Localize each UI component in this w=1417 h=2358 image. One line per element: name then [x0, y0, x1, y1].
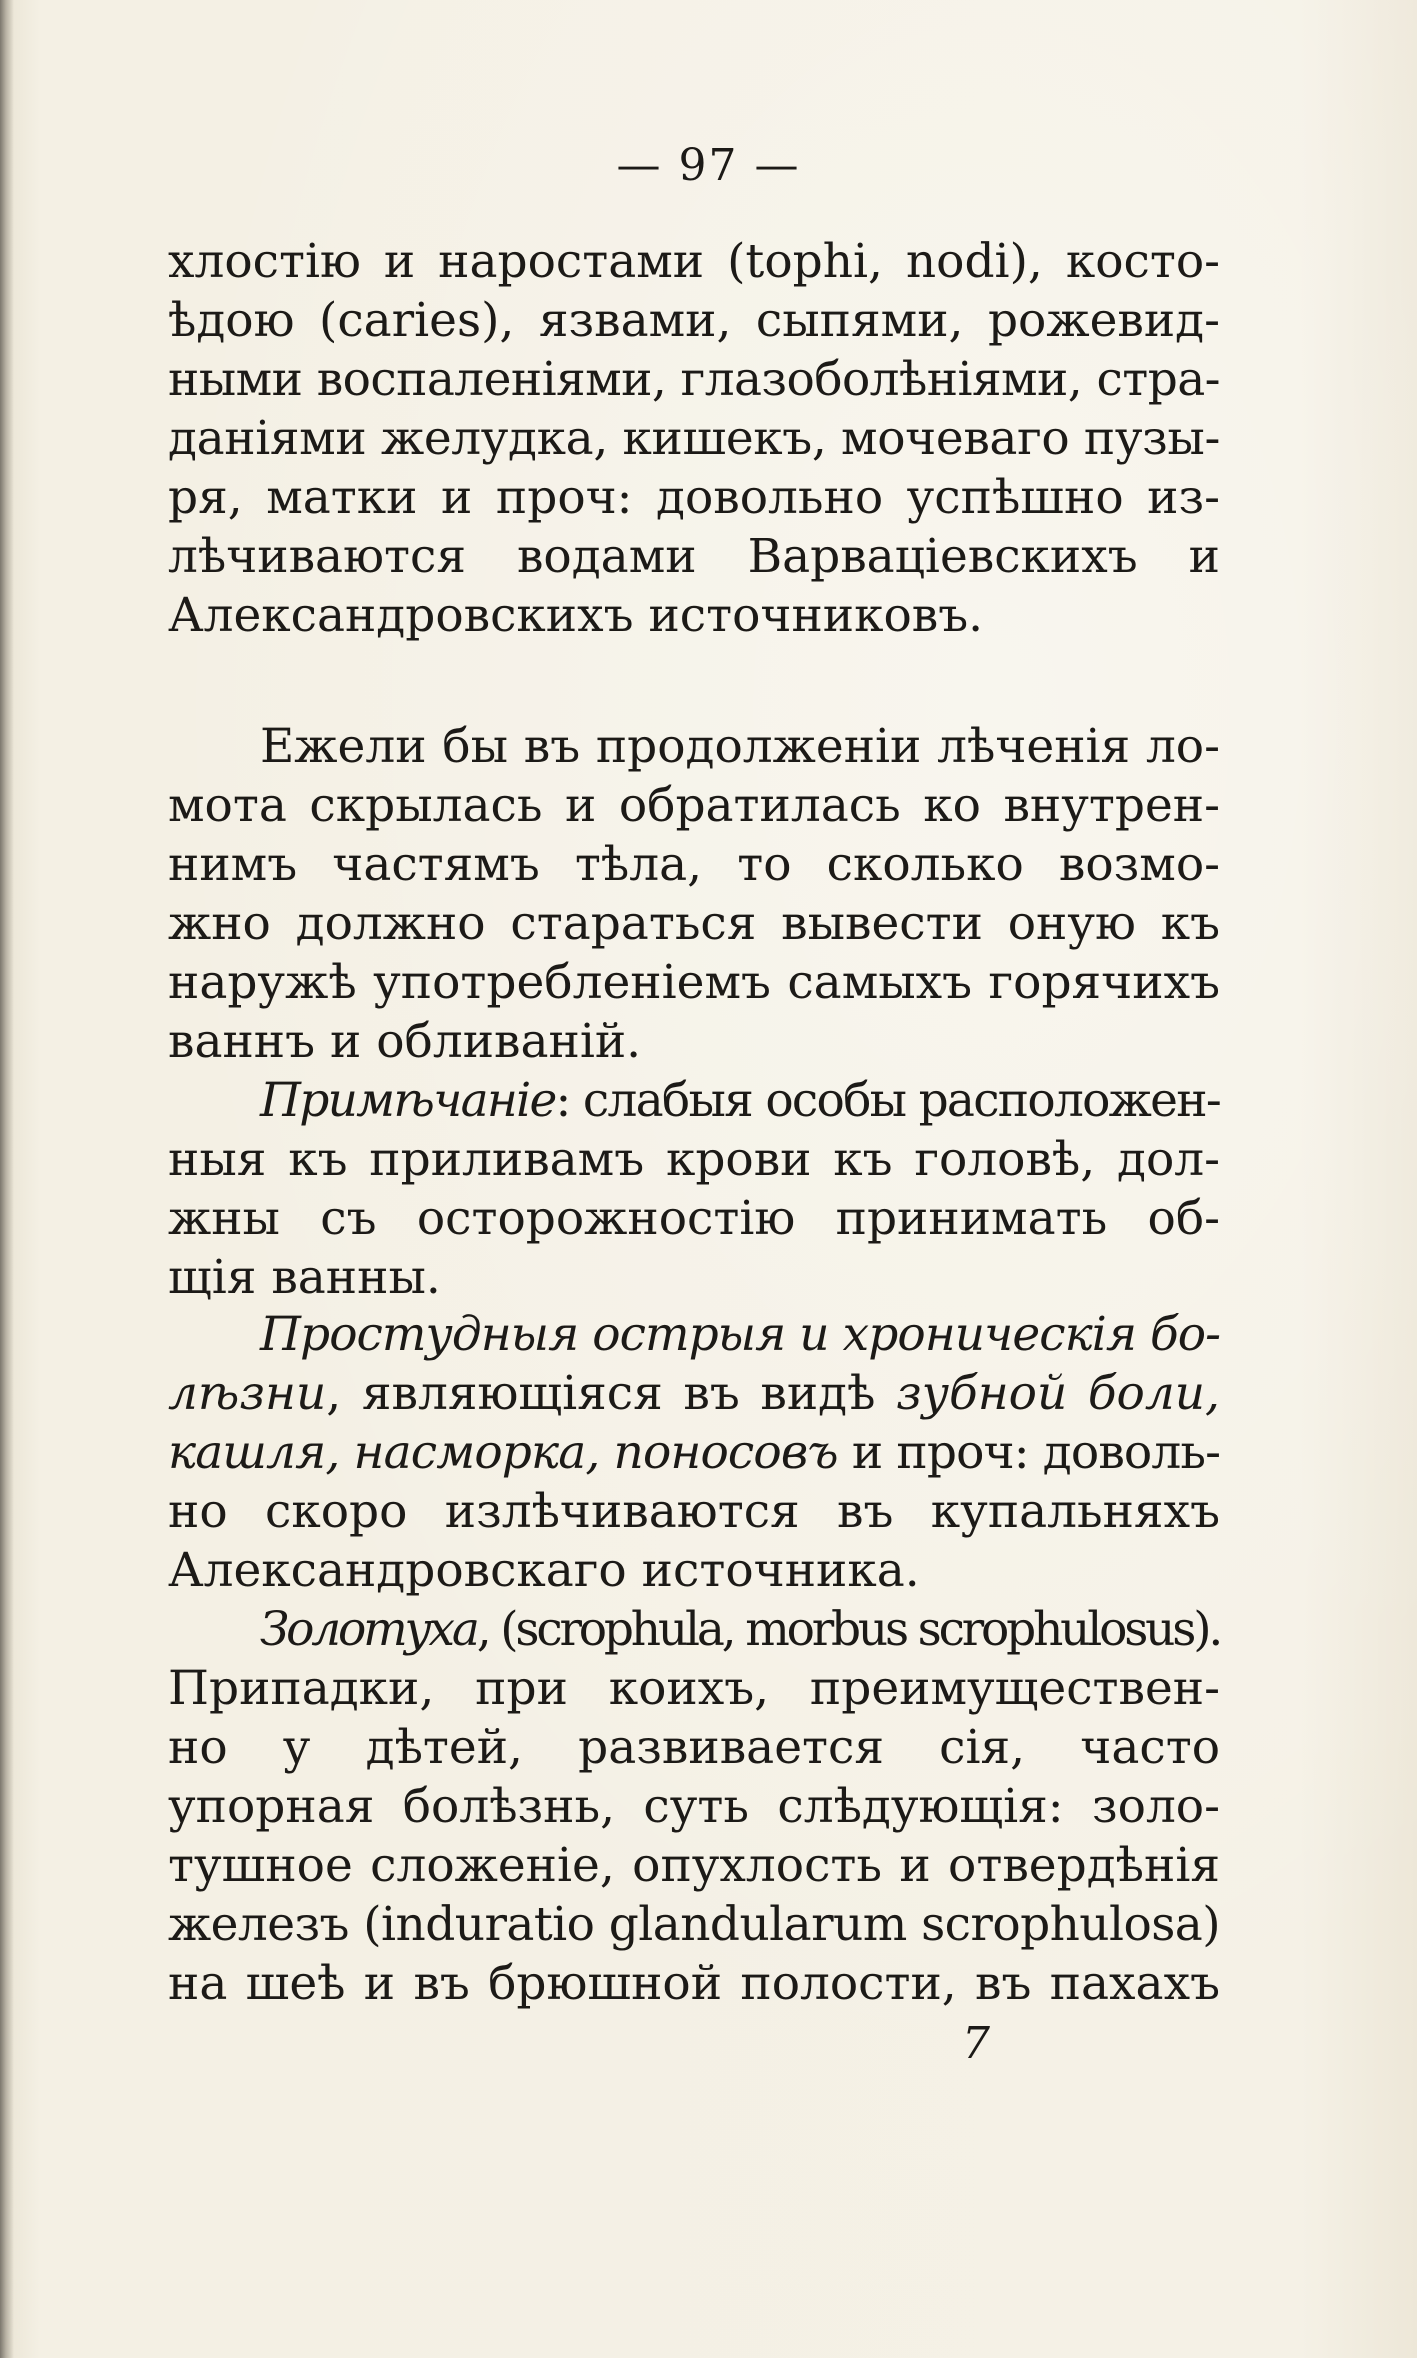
text-line: мота скрылась и обратилась ко внутрен- — [168, 778, 1220, 833]
text-line: жны съ осторожностію принимать об- — [168, 1191, 1220, 1246]
text-line — [168, 1305, 1220, 1364]
text-run: , (scrophula, morbus scrophulosus). — [476, 1602, 1221, 1657]
text-run: : слабыя особы расположен- — [555, 1073, 1220, 1128]
text-line: наружѣ употребленіемъ самыхъ горячихъ — [168, 955, 1220, 1010]
section-heading: Простудныя острыя и хроническія бо- — [260, 1307, 1221, 1362]
text-line: Александровскаго источника. — [168, 1543, 920, 1598]
text-line: упорная болѣзнь, суть слѣдующія: золо- — [168, 1779, 1220, 1834]
text-run: и проч: доволь- — [837, 1425, 1221, 1480]
italic-run: кашля, насморка, поносовъ — [168, 1425, 838, 1480]
paragraph-lomota — [168, 717, 1220, 1071]
text-line: ѣдою (caries), язвами, сыпями, рожевид- — [168, 293, 1220, 348]
binding-edge — [0, 0, 14, 2358]
text-line — [168, 1364, 1220, 1423]
text-run: , являющіяся въ видѣ — [326, 1366, 897, 1421]
text-line: даніями желудка, кишекъ, мочеваго пузы- — [168, 411, 1220, 466]
page-number: — 97 — — [616, 140, 801, 191]
text-line: на шеѣ и въ брюшной полости, въ пахахъ — [168, 1956, 1220, 2011]
text-line: ныя къ приливамъ крови къ головѣ, дол- — [168, 1132, 1220, 1187]
italic-run: лѣзни — [168, 1366, 327, 1421]
text-line: ваннъ и обливаній. — [168, 1014, 642, 1069]
text-line: но скоро излѣчиваются въ купальняхъ — [168, 1484, 1220, 1539]
text-line: железъ (induratio glandularum scrophulosa) — [168, 1897, 1221, 1952]
text-line: ря, матки и проч: довольно успѣшно из- — [168, 470, 1220, 525]
text-line: Александровскихъ источниковъ. — [168, 588, 984, 643]
text-line: Припадки, при коихъ, преимуществен- — [168, 1661, 1220, 1716]
italic-run: зубной боли, — [896, 1366, 1220, 1421]
paragraph-scrophula — [168, 1600, 1220, 2013]
text-line: жно должно стараться вывести оную къ — [168, 896, 1220, 951]
paragraph-note — [168, 1071, 1220, 1307]
text-line: хлостію и наростами (tophi, nodi), косто- — [168, 234, 1220, 289]
paragraph-colds — [168, 1305, 1220, 1600]
text-line: ными воспаленіями, глазоболѣніями, стра- — [168, 352, 1220, 407]
text-line — [168, 1600, 1220, 1659]
text-line: лѣчиваются водами Варваціевскихъ и — [168, 529, 1220, 584]
section-heading: Золотуха — [260, 1602, 477, 1657]
text-line: но у дѣтей, развивается сія, часто — [168, 1720, 1220, 1775]
text-line: щія ванны. — [168, 1250, 441, 1305]
text-line — [168, 1423, 1220, 1482]
text-line: нимъ частямъ тѣла, то сколько возмо- — [168, 837, 1220, 892]
signature-mark: 7 — [962, 2018, 990, 2069]
note-heading: Примѣчаніе — [260, 1073, 556, 1128]
paragraph-continuation — [168, 232, 1220, 645]
text-line: тушное сложеніе, опухлость и отвердѣнія — [168, 1838, 1220, 1893]
text-line — [168, 1071, 1220, 1130]
text-line: Ежели бы въ продолженіи лѣченія ло- — [260, 719, 1220, 774]
